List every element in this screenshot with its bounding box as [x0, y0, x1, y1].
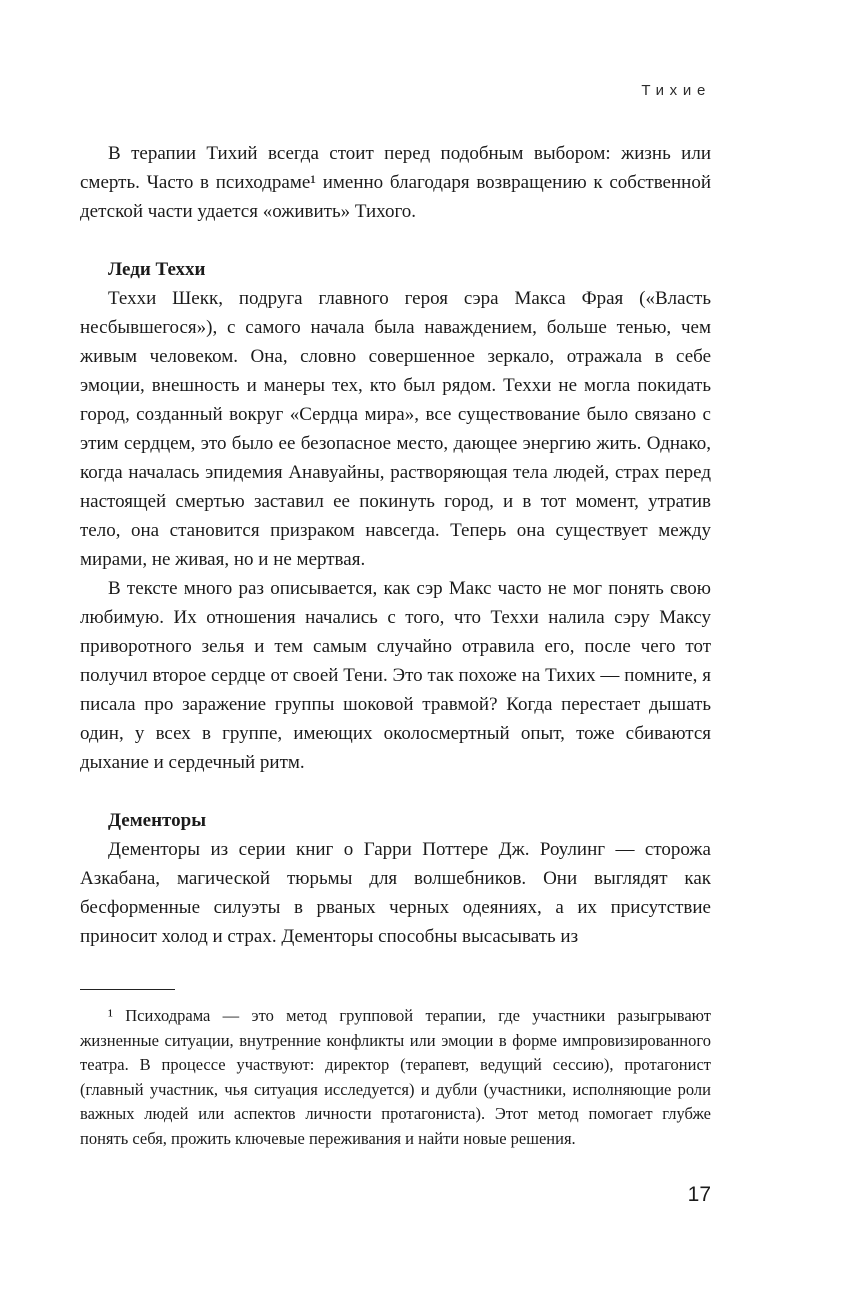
- page-number: 17: [687, 1183, 711, 1206]
- footnote-block: [80, 989, 711, 1151]
- footnote-divider: [80, 989, 175, 990]
- paragraph: В тексте много раз описывается, как сэр Макс часто не мог понять свою любимую. Их отношения начались с того, что Теххи налила сэру Максу приворотного зелья и тем самым случайно отравила его, после чего тот получил второе сердце от своей Тени. Это так похоже на Тихих — помните, я писала про заражение группы шоковой травмой? Когда перестает дышать один, у всех в группе, имеющих околосмертный опыт, тоже сбиваются дыхание и сердечный ритм.: [80, 578, 711, 773]
- section-heading-lady-tehhi: Леди Теххи: [108, 259, 206, 280]
- footnote-text: ¹ Психодрама — это метод групповой терапии, где участники разыгрывают жизненные ситуации, внутренние конфликты или эмоции в форме импровизированного театра. В процессе участвуют: директор (терапевт, ведущий сессию), протагонист (главный участник, чья ситуация исследуется) и дубли (участники, исполняющие роли важных людей или аспектов личности протагониста). Этот метод помогает глубже понять себя, прожить ключевые переживания и найти новые решения.: [80, 1006, 711, 1148]
- paragraph-intro: В терапии Тихий всегда стоит перед подобным выбором: жизнь или смерть. Часто в психодраме¹ именно благодаря возвращению к собственной детской части удается «оживить» Тихого.: [80, 143, 711, 222]
- running-head: Тихие: [641, 82, 711, 99]
- body-text: [80, 139, 711, 951]
- paragraph: Теххи Шекк, подруга главного героя сэра Макса Фрая («Власть несбывшегося»), с самого начала была наваждением, больше тенью, чем живым человеком. Она, словно совершенное зеркало, отражала в себе эмоции, внешность и манеры тех, кто был рядом. Теххи не могла покидать город, созданный вокруг «Сердца мира», все существование было связано с этим сердцем, это было ее безопасное место, дающее энергию жить. Однако, когда началась эпидемия Анавуайны, растворяющая тела людей, страх перед настоящей смертью заставил ее покинуть город, и в тот момент, утратив тело, она становится призраком навсегда. Теперь она существует между мирами, не живая, но и не мертвая.: [80, 288, 711, 570]
- paragraph: Дементоры из серии книг о Гарри Поттере Дж. Роулинг — сторожа Азкабана, магической тюрьмы для волшебников. Они выглядят как бесформенные силуэты в рваных черных одеяниях, а их присутствие приносит холод и страх. Дементоры способны высасывать из: [80, 839, 711, 947]
- section-heading-dementors: Дементоры: [108, 810, 207, 831]
